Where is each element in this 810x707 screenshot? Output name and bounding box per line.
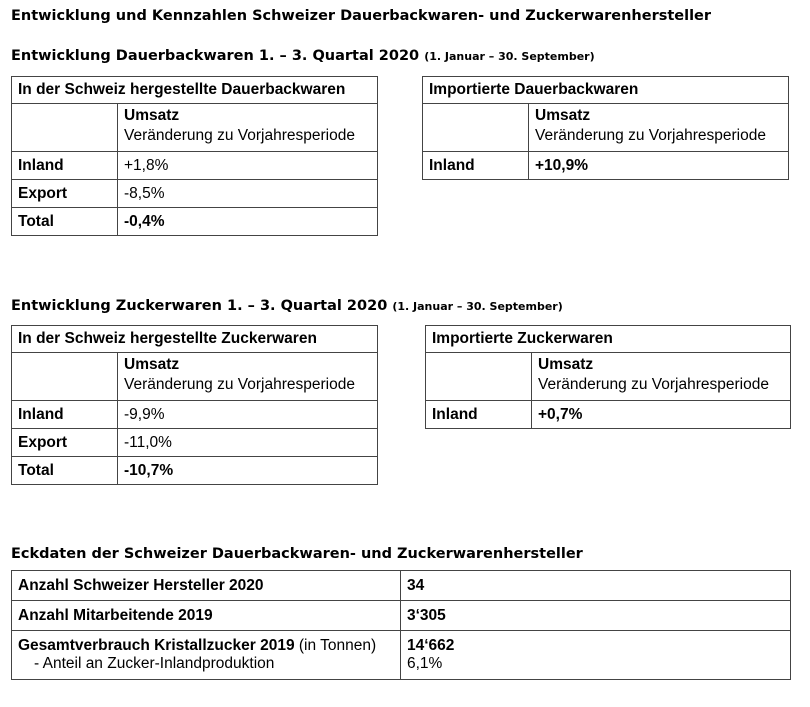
row-value: 14‘662: [401, 631, 791, 656]
column-header-bold: Umsatz: [535, 107, 591, 124]
subrow-label: - Anteil an Zucker-Inlandproduktion: [12, 655, 401, 680]
row-label: Export: [12, 180, 118, 208]
table-row: [12, 429, 378, 457]
table-dauerbackwaren-schweiz: [11, 76, 378, 236]
row-label-note: (in Tonnen): [298, 637, 377, 654]
header-empty-cell: [12, 353, 118, 401]
table-row: [12, 631, 791, 656]
row-label: Total: [12, 457, 118, 485]
section-title: Entwicklung Dauerbackwaren 1. – 3. Quartal 2020: [11, 48, 420, 64]
table-title: Importierte Zuckerwaren: [426, 326, 791, 353]
column-header-bold: Umsatz: [124, 107, 180, 124]
column-header-text: Veränderung zu Vorjahresperiode: [124, 376, 355, 393]
row-label: Total: [12, 208, 118, 236]
table-row: [12, 457, 378, 485]
table-row: [12, 180, 378, 208]
table-row: [12, 571, 791, 601]
row-label: Inland: [423, 152, 529, 180]
row-value: 34: [401, 571, 791, 601]
row-value: +0,7%: [532, 401, 791, 429]
row-value: -9,9%: [118, 401, 378, 429]
row-label: [12, 631, 401, 656]
section-heading-dauerbackwaren: [11, 47, 595, 66]
table-row: [426, 401, 791, 429]
section-title: Entwicklung Zuckerwaren 1. – 3. Quartal 2020: [11, 298, 388, 314]
row-label: Anzahl Mitarbeitende 2019: [12, 601, 401, 631]
table-title: In der Schweiz hergestellte Zuckerwaren: [12, 326, 378, 353]
column-header-text: Veränderung zu Vorjahresperiode: [535, 127, 766, 144]
row-label: Inland: [12, 401, 118, 429]
section-subtitle: (1. Januar – 30. September): [392, 300, 563, 313]
row-label: Inland: [426, 401, 532, 429]
column-header: [529, 104, 789, 152]
row-label: Inland: [12, 152, 118, 180]
table-row: [423, 152, 789, 180]
column-header: [532, 353, 791, 401]
row-value: +1,8%: [118, 152, 378, 180]
table-eckdaten: [11, 570, 791, 680]
header-empty-cell: [423, 104, 529, 152]
column-header-text: Veränderung zu Vorjahresperiode: [538, 376, 769, 393]
table-title: Importierte Dauerbackwaren: [423, 77, 789, 104]
column-header: [118, 353, 378, 401]
table-zuckerwaren-schweiz: [11, 325, 378, 485]
row-value: -11,0%: [118, 429, 378, 457]
table-row: [12, 401, 378, 429]
row-value: +10,9%: [529, 152, 789, 180]
row-value: -10,7%: [118, 457, 378, 485]
table-row: [12, 601, 791, 631]
section-heading-eckdaten: Eckdaten der Schweizer Dauerbackwaren- und Zuckerwarenhersteller: [11, 546, 583, 562]
header-empty-cell: [426, 353, 532, 401]
column-header-bold: Umsatz: [538, 356, 594, 373]
row-label-text: Gesamtverbrauch Kristallzucker 2019: [18, 637, 295, 654]
page-title: Entwicklung und Kennzahlen Schweizer Dauerbackwaren- und Zuckerwarenhersteller: [11, 8, 712, 24]
row-value: -8,5%: [118, 180, 378, 208]
section-subtitle: (1. Januar – 30. September): [424, 50, 595, 63]
section-heading-zuckerwaren: [11, 297, 563, 316]
column-header: [118, 104, 378, 152]
header-empty-cell: [12, 104, 118, 152]
column-header-text: Veränderung zu Vorjahresperiode: [124, 127, 355, 144]
row-label: Anzahl Schweizer Hersteller 2020: [12, 571, 401, 601]
subrow-value: 6,1%: [401, 655, 791, 680]
table-subrow: [12, 655, 791, 680]
row-value: 3‘305: [401, 601, 791, 631]
table-row: [12, 208, 378, 236]
column-header-bold: Umsatz: [124, 356, 180, 373]
table-dauerbackwaren-importiert: [422, 76, 789, 180]
row-value: -0,4%: [118, 208, 378, 236]
row-label: Export: [12, 429, 118, 457]
table-zuckerwaren-importiert: [425, 325, 791, 429]
table-title: In der Schweiz hergestellte Dauerbackwaren: [12, 77, 378, 104]
table-row: [12, 152, 378, 180]
